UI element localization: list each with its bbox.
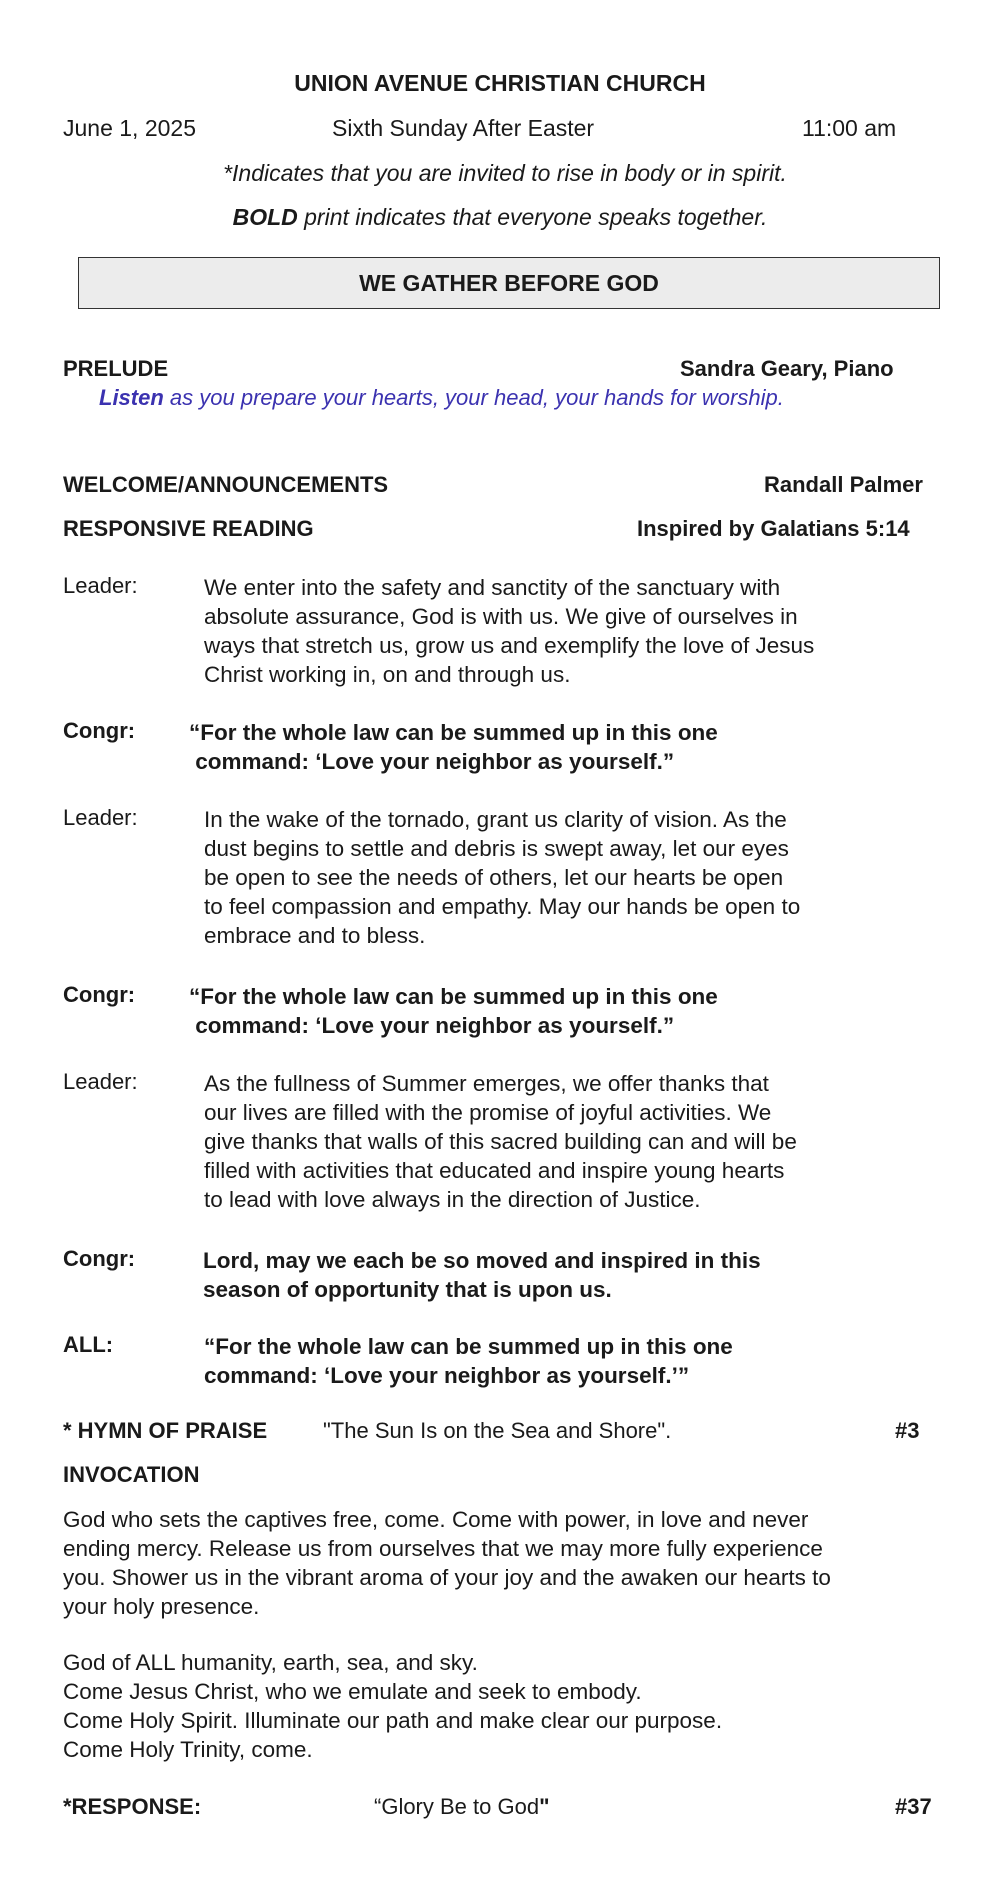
speaker-congr: Congr: [63,1246,136,1271]
responsive-label: RESPONSIVE READING [63,516,314,541]
reading-line: command: ‘Love your neighbor as yourself.’” [204,1363,690,1388]
reading-line: Lord, may we each be so moved and inspired in this [203,1248,761,1273]
invocation-line: you. Shower us in the vibrant aroma of your joy and the awaken our hearts to [63,1565,831,1590]
reading-line: season of opportunity that is upon us. [203,1277,612,1302]
hymn-title: "The Sun Is on the Sea and Shore". [323,1418,672,1443]
section-heading-box [78,257,940,309]
reading-line: dust begins to settle and debris is swept away, let our eyes [204,836,789,861]
reading-line: command: ‘Love your neighbor as yourself.” [189,749,675,774]
response-label: *RESPONSE: [63,1794,202,1819]
prelude-note-text: as you prepare your hearts, your head, your hands for worship. [163,385,784,410]
welcome-leader: Randall Palmer [764,472,923,497]
reading-line: to feel compassion and empathy. May our hands be open to [204,894,801,919]
speaker-congr: Congr: [63,718,136,743]
prelude-performer: Sandra Geary, Piano [680,356,894,381]
bold-note-keyword: BOLD [232,204,298,230]
hymn-label: * HYMN OF PRAISE [63,1418,268,1443]
reading-line: to lead with love always in the direction of Justice. [204,1187,701,1212]
reading-part-7 [204,1332,733,1390]
reading-line: “For the whole law can be summed up in this one [204,1334,733,1359]
invocation-line: your holy presence. [63,1594,260,1619]
prelude-note [99,385,784,411]
reading-line: embrace and to bless. [204,923,426,948]
reading-line: Christ working in, on and through us. [204,662,571,687]
invocation-line: Come Holy Spirit. Illuminate our path and make clear our purpose. [63,1708,723,1733]
bold-note-text: print indicates that everyone speaks together. [297,204,768,230]
reading-line: filled with activities that educated and inspire young hearts [204,1158,785,1183]
reading-line: give thanks that walls of this sacred building can and will be [204,1129,797,1154]
bold-note [0,204,1000,231]
prelude-note-lead: Listen [99,385,164,410]
reading-line: command: ‘Love your neighbor as yourself.” [189,1013,675,1038]
speaker-congr: Congr: [63,982,136,1007]
response-title-text: “Glory Be to God [374,1794,540,1819]
response-number: #37 [895,1794,932,1819]
reading-line: be open to see the needs of others, let our hearts be open [204,865,784,890]
reading-part-1 [204,573,814,689]
response-title [374,1794,550,1820]
hymn-number: #3 [895,1418,920,1443]
invocation-label: INVOCATION [63,1462,200,1487]
invocation-line: God who sets the captives free, come. Come with power, in love and never [63,1507,809,1532]
reading-line: absolute assurance, God is with us. We give of ourselves in [204,604,798,629]
reading-part-2 [189,718,718,776]
prelude-label: PRELUDE [63,356,169,381]
invocation-paragraph-1 [63,1505,831,1621]
invocation-paragraph-2 [63,1648,722,1764]
reading-line: our lives are filled with the promise of joyful activities. We [204,1100,772,1125]
reading-line: ways that stretch us, grow us and exemplify the love of Jesus [204,633,815,658]
speaker-all: ALL: [63,1332,114,1357]
section-heading: WE GATHER BEFORE GOD [359,269,659,296]
reading-part-3 [204,805,800,950]
service-occasion: Sixth Sunday After Easter [332,115,595,141]
reading-line: “For the whole law can be summed up in this one [189,720,718,745]
reading-part-4 [189,982,718,1040]
invocation-line: God of ALL humanity, earth, sea, and sky. [63,1650,478,1675]
speaker-leader: Leader: [63,573,138,598]
reading-line: As the fullness of Summer emerges, we offer thanks that [204,1071,769,1096]
service-time: 11:00 am [802,115,897,141]
reading-part-5 [204,1069,797,1214]
reading-line: We enter into the safety and sanctity of the sanctuary with [204,575,781,600]
welcome-label: WELCOME/ANNOUNCEMENTS [63,472,389,497]
speaker-leader: Leader: [63,1069,138,1094]
invocation-line: Come Jesus Christ, who we emulate and seek to embody. [63,1679,642,1704]
speaker-leader: Leader: [63,805,138,830]
reading-part-6 [203,1246,761,1304]
service-date: June 1, 2025 [63,115,197,141]
invocation-line: ending mercy. Release us from ourselves that we may more fully experience [63,1536,823,1561]
rise-note: *Indicates that you are invited to rise in body or in spirit. [223,160,787,186]
invocation-line: Come Holy Trinity, come. [63,1737,313,1762]
church-name: UNION AVENUE CHRISTIAN CHURCH [294,70,706,96]
reading-line: “For the whole law can be summed up in this one [189,984,718,1009]
responsive-source: Inspired by Galatians 5:14 [637,516,910,541]
response-title-quote: " [539,1794,550,1819]
reading-line: In the wake of the tornado, grant us clarity of vision. As the [204,807,787,832]
